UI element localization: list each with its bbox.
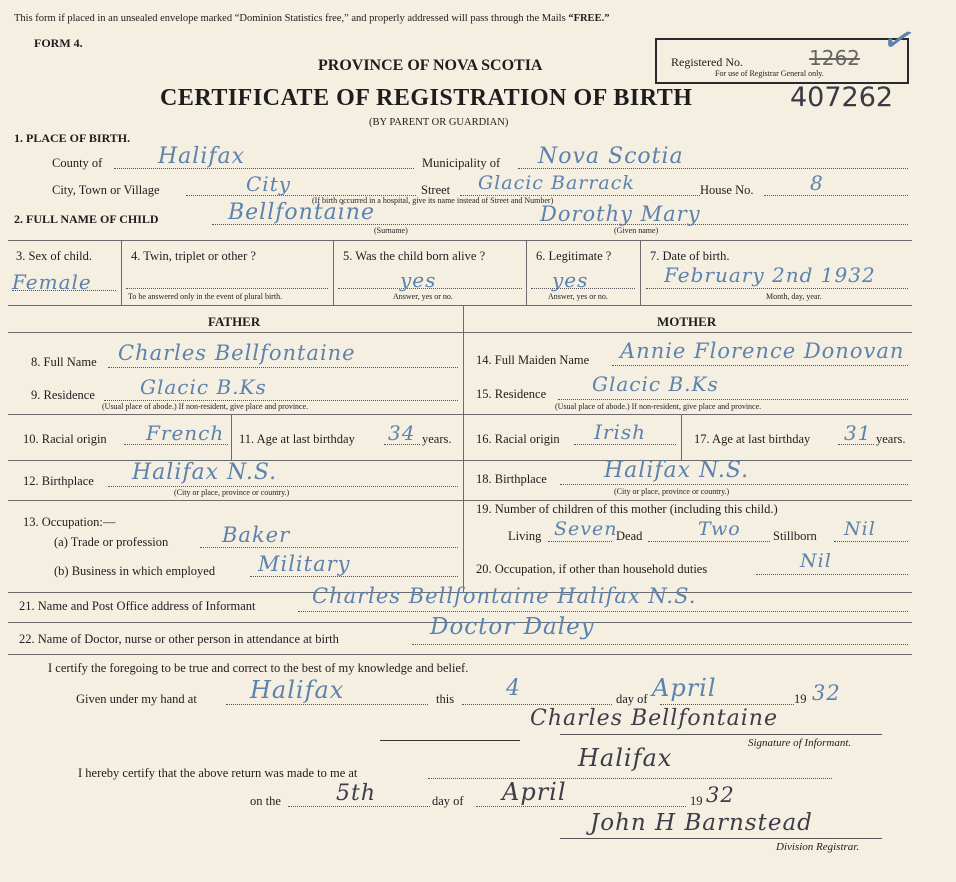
twin-note: To be answered only in the event of plural birth. <box>128 292 283 301</box>
mail-notice-text: This form if placed in an unsealed envelope marked “Dominion Statistics free,” and properly addressed will pass through the Mails <box>14 13 566 24</box>
mother-birthplace-value: Halifax N.S. <box>604 458 750 483</box>
informant-label: 21. Name and Post Office address of Informant <box>19 599 256 613</box>
signature-informant-label: Signature of Informant. <box>748 737 852 749</box>
father-birthplace-value: Halifax N.S. <box>132 460 278 485</box>
living-value: Seven <box>554 518 618 540</box>
mother-age-value: 31 <box>844 421 872 445</box>
city-value: City <box>246 172 292 196</box>
day-of-label: day of <box>616 692 648 706</box>
alive-label: 5. Was the child born alive ? <box>343 249 486 263</box>
occupation-label: 13. Occupation:— <box>23 515 116 529</box>
mother-racial-label: 16. Racial origin <box>476 432 560 446</box>
given-note: (Given name) <box>614 226 659 235</box>
legitimate-note: Answer, yes or no. <box>548 292 608 301</box>
this-label: this <box>436 692 455 706</box>
street-label: Street <box>421 183 451 197</box>
father-years-label: years. <box>422 432 452 446</box>
given-at-value: Halifax <box>250 676 345 704</box>
surname-note: (Surname) <box>374 226 408 235</box>
father-racial-label: 10. Racial origin <box>23 432 107 446</box>
house-value: 8 <box>810 171 824 195</box>
alive-note: Answer, yes or no. <box>393 292 453 301</box>
reg-day-of-label: day of <box>432 794 464 808</box>
legitimate-label: 6. Legitimate ? <box>536 249 612 263</box>
registrar-signature: John H Barnstead <box>590 810 813 836</box>
municipality-value: Nova Scotia <box>538 144 684 169</box>
informant-value: Charles Bellfontaine Halifax N.S. <box>312 584 697 608</box>
doctor-label: 22. Name of Doctor, nurse or other person in attendance at birth <box>19 632 339 646</box>
mail-notice-free: “FREE.” <box>568 13 610 24</box>
return-certify-label: I hereby certify that the above return was made to me at <box>78 766 358 780</box>
stillborn-value: Nil <box>844 518 876 540</box>
twin-label: 4. Twin, triplet or other ? <box>131 249 256 263</box>
street-value: Glacic Barrack <box>478 172 635 194</box>
father-abode-note: (Usual place of abode.) If non-resident, give place and province. <box>102 402 309 411</box>
mother-heading: MOTHER <box>657 314 717 329</box>
reg-year-prefix: 19 <box>690 794 703 808</box>
child-surname-value: Bellfontaine <box>228 200 375 225</box>
county-label: County of <box>52 156 103 170</box>
municipality-label: Municipality of <box>422 156 501 170</box>
form-number: FORM 4. <box>34 36 83 50</box>
division-registrar-label: Division Registrar. <box>776 841 860 853</box>
dead-label: Dead <box>616 529 643 543</box>
mother-residence-label: 15. Residence <box>476 387 547 401</box>
province-heading: PROVINCE OF NOVA SCOTIA <box>318 57 543 74</box>
certificate-title: CERTIFICATE OF REGISTRATION OF BIRTH <box>160 85 693 111</box>
certify-text: I certify the foregoing to be true and correct to the best of my knowledge and belief. <box>48 661 469 675</box>
mother-years-label: years. <box>876 432 906 446</box>
registered-note: For use of Registrar General only. <box>715 69 824 78</box>
given-year-prefix: 19 <box>794 692 807 706</box>
given-month-value: April <box>652 674 717 702</box>
dob-value: February 2nd 1932 <box>664 263 876 287</box>
doctor-value: Doctor Daley <box>430 614 595 640</box>
check-mark-icon: ✓ <box>877 14 922 66</box>
father-age-value: 34 <box>388 421 416 445</box>
informant-signature: Charles Bellfontaine <box>530 706 778 731</box>
father-racial-value: French <box>146 421 225 445</box>
mother-abode-note: (Usual place of abode.) If non-resident, give place and province. <box>555 402 762 411</box>
business-value: Military <box>258 552 351 576</box>
children-label: 19. Number of children of this mother (including this child.) <box>476 502 778 516</box>
reg-year-value: 32 <box>706 783 735 807</box>
mother-occupation-value: Nil <box>800 550 832 572</box>
given-day-value: 4 <box>506 676 521 701</box>
mother-place-note: (City or place, province or country.) <box>614 487 730 496</box>
dead-value: Two <box>698 518 741 540</box>
place-of-birth-heading: 1. PLACE OF BIRTH. <box>14 131 131 145</box>
mother-residence-value: Glacic B.Ks <box>592 372 719 396</box>
trade-label: (a) Trade or profession <box>54 535 169 549</box>
child-name-label: 2. FULL NAME OF CHILD <box>14 212 159 226</box>
father-name-label: 8. Full Name <box>31 355 97 369</box>
mother-age-label: 17. Age at last birthday <box>694 432 811 446</box>
registered-at-value: Halifax <box>578 744 673 772</box>
mother-name-value: Annie Florence Donovan <box>620 339 905 363</box>
certificate-subtitle: (BY PARENT OR GUARDIAN) <box>369 117 509 128</box>
legitimate-value: yes <box>552 268 589 292</box>
reg-month-value: April <box>502 778 567 806</box>
registered-box <box>655 14 922 84</box>
living-label: Living <box>508 529 542 543</box>
sex-label: 3. Sex of child. <box>16 249 93 263</box>
father-birthplace-label: 12. Birthplace <box>23 474 94 488</box>
father-residence-label: 9. Residence <box>31 388 95 402</box>
mother-occupation-label: 20. Occupation, if other than household duties <box>476 562 708 576</box>
alive-value: yes <box>400 268 437 292</box>
mother-racial-value: Irish <box>594 420 647 444</box>
given-hand-label: Given under my hand at <box>76 692 197 706</box>
hospital-note: (If birth occurred in a hospital, give its name instead of Street and Number) <box>312 196 554 205</box>
business-label: (b) Business in which employed <box>54 564 216 578</box>
father-place-note: (City or place, province or country.) <box>174 488 290 497</box>
county-value: Halifax <box>158 144 246 169</box>
father-residence-value: Glacic B.Ks <box>140 375 267 399</box>
stamp-number: 407262 <box>790 82 894 113</box>
house-label: House No. <box>700 183 754 197</box>
father-heading: FATHER <box>208 314 261 329</box>
mail-notice <box>14 13 609 24</box>
registered-number: 1262 <box>809 46 860 70</box>
stillborn-label: Stillborn <box>773 529 817 543</box>
mother-name-label: 14. Full Maiden Name <box>476 353 590 367</box>
trade-value: Baker <box>222 523 291 547</box>
on-the-label: on the <box>250 794 281 808</box>
given-year-value: 32 <box>812 681 841 705</box>
reg-day-value: 5th <box>336 781 377 806</box>
father-age-label: 11. Age at last birthday <box>239 432 355 446</box>
father-name-value: Charles Bellfontaine <box>118 341 356 365</box>
dob-label: 7. Date of birth. <box>650 249 730 263</box>
registered-label: Registered No. <box>671 55 743 69</box>
dob-note: Month, day, year. <box>766 292 822 301</box>
city-label: City, Town or Village <box>52 183 160 197</box>
child-given-value: Dorothy Mary <box>540 202 701 226</box>
sex-value: Female <box>12 270 92 294</box>
mother-birthplace-label: 18. Birthplace <box>476 472 547 486</box>
